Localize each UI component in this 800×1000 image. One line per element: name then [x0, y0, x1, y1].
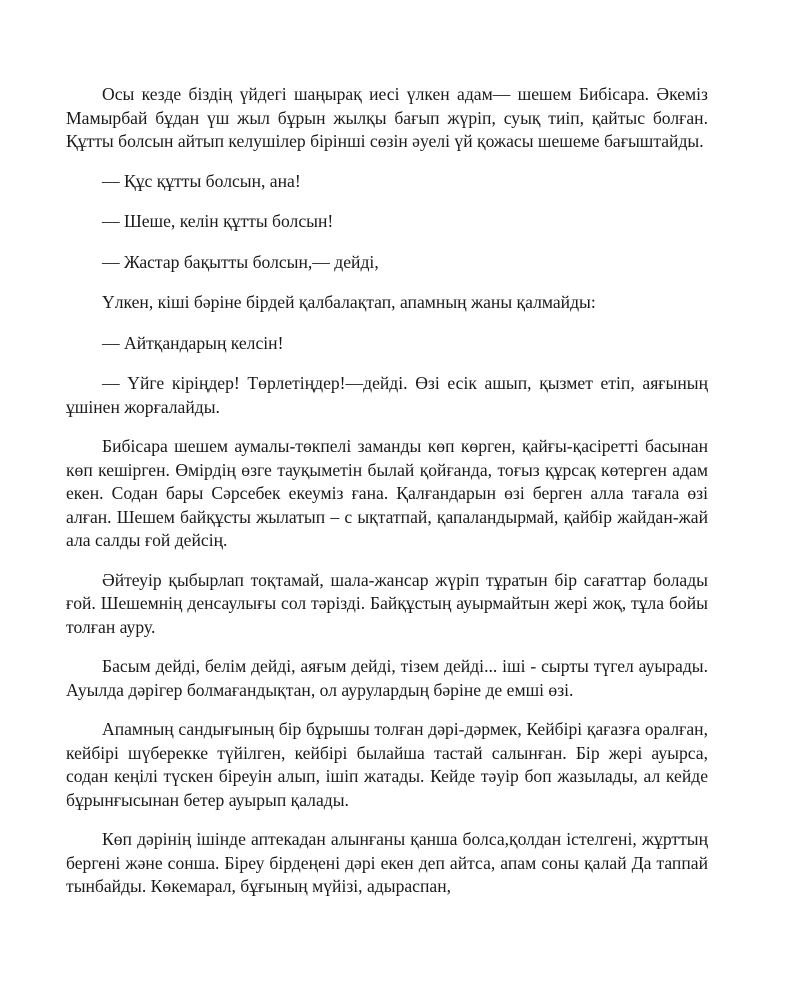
paragraph-6: Апамның сандығының бір бұрышы толған дәрі-дәрмек, Кейбірі қағазға оралған, кейбірі шүберекке түйілген, кейбірі былайша тастай салынған. Бір жері ауырса, содан кеңілі түскен біреуін алып, ішіп жатады. Кейде тәуір боп жазылады, ал кейде бұрынғысынан бетер ауырып қалады.	[66, 719, 708, 810]
dialog-line-5: — Үйге кіріңдер! Төрлетіңдер!—дейді. Өзі есік ашып, қызмет етіп, аяғының ұшінен жорғалайды.	[66, 373, 708, 417]
paragraph-7: Көп дәрінің ішінде аптекадан алынғаны қанша болса,қолдан істелгені, жұрттың бергені және сонша. Біреу бірдеңені дәрі екен деп айтса, апам соны қалай Да таппай тынбайды. Көкемарал, бұғының мүйізі, адыраспан,	[66, 829, 708, 896]
paragraph-5: Басым дейді, белім дейді, аяғым дейді, тізем дейді... іші - сырты түгел ауырады. Ауылда дәрігер болмағандықтан, ол аурулардың бәріне де емші өзі.	[66, 656, 708, 700]
document-page	[66, 83, 708, 915]
paragraph-4: Әйтеуір қыбырлап тоқтамай, шала-жансар жүріп тұратын бір сағаттар болады ғой. Шешемнің денсаулығы сол тәрізді. Байқұстың ауырмайтын жері жоқ, тұла бойы толған ауру.	[66, 569, 708, 637]
dialog-line-4: — Айтқандарың келсін!	[102, 332, 284, 353]
dialog-line-3: — Жастар бақытты болсын,— дейді,	[102, 251, 379, 272]
paragraph-3: Бибісара шешем аумалы-төкпелі заманды көп көрген, қайғы-қасіретті басынан көп кешірген. Өмірдің өзге тауқыметін былай қойғанда, тоғыз құрсақ көтерген адам екен. Содан бары Сәрсебек екеуміз ғана. Қалғандарын өзі берген алла тағала өзі алған. Шешем байқұсты жылатып – с ықтатпай, қапаландырмай, қайбір жайдан-жай ала салды ғой дейсің.	[66, 436, 708, 550]
dialog-line-1: — Құс құтты болсын, ана!	[102, 170, 301, 191]
dialog-line-2: — Шеше, келін құтты болсын!	[102, 211, 334, 231]
paragraph-2: Үлкен, кіші бәріне бірдей қалбалақтап, апамның жаны қалмайды:	[102, 292, 596, 312]
paragraph-1: Осы кезде біздің үйдегі шаңырақ иесі үлкен адам— шешем Бибісара. Әкеміз Мамырбай бұдан үш жыл бұрын жылқы бағып жүріп, суық тиіп, қайтыс болған. Құтты болсын айтып келушілер бірінші сөзін әуелі үй қожасы шешеме бағыштайды.	[66, 84, 708, 151]
